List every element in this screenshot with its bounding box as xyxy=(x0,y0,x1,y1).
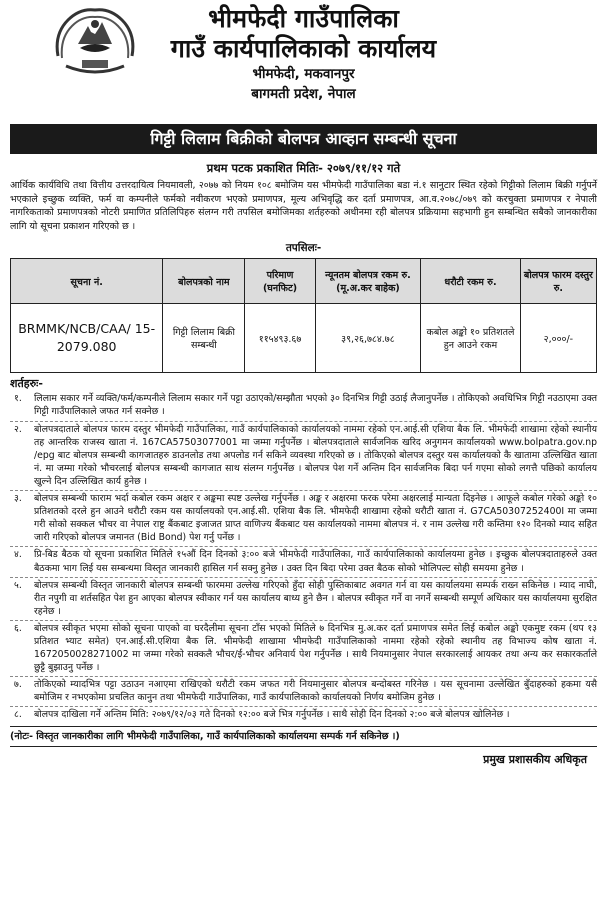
table-header-row xyxy=(11,259,597,304)
list-item xyxy=(10,677,597,707)
cell-form-fee: २,०००/- xyxy=(520,304,596,373)
cell-bid-name: गिट्टी लिलाम बिक्री सम्बन्धी xyxy=(163,304,245,373)
list-item xyxy=(10,422,597,491)
cell-notice-no: BRMMK/NCB/CAA/ 15-2079.080 xyxy=(11,304,163,373)
nepal-emblem-icon xyxy=(50,4,140,84)
condition-text: बोलपत्र दाखिला गर्ने अन्तिम मिति: २०७९/१२/०३ गते दिनको १२:०० बजे भित्र गर्नुपर्नेछ । साथै सोही दिन दिनको २:०० बजे बोलपत्र खोलिनेछ । xyxy=(34,709,510,721)
table-row xyxy=(11,304,597,373)
header-bid-name: बोलपत्रको नाम xyxy=(163,259,245,304)
cell-quantity: ११५४९३.६७ xyxy=(245,304,315,373)
cell-min-amount: ३९,२६,७८४.७८ xyxy=(315,304,420,373)
published-date: प्रथम पटक प्रकाशित मितिः- २०७९/११/१२ गते xyxy=(206,161,401,175)
intro-paragraph: आर्थिक कार्यविधि तथा वित्तीय उत्तरदायित्व नियमावली, २०७७ को नियम १०८ बमोजिम यस भीमफेदी गाउँपालिका बडा नं.१ सानुटार स्थित रहेको गिट्टीको लिलाम बिक्री गर्नुपर्ने भएकाले इच्छुक व्यक्ति, फर्म वा कम्पनीले फर्मको नवीकरण भएको प्रमाणपत्र, मूल्य अभिवृद्धि कर दर्ता प्रमाणपत्र, आ.व.२०७८/०७९ को करचुक्ता प्रमाणपत्र र नेपाली नागरिकताको प्रमाणपत्रको नोटरी प्रमाणित प्रतिलिपिहरु संलग्न गरी तपसिल बमोजिमका शर्तहरुको अधीनमा रही बोलपत्र प्रक्रियामा सहभागी हुन सम्बन्धित सबैको जानकारीका लागि यो सूचना प्रकाशन गरिएको छ । xyxy=(10,180,597,232)
list-item xyxy=(10,547,597,577)
condition-number: ५. xyxy=(14,579,22,591)
conditions-list xyxy=(10,391,597,723)
header-form-fee: बोलपत्र फारम दस्तुर रु. xyxy=(520,259,596,304)
details-title: तपसिलः- xyxy=(285,242,322,255)
header-quantity: परिमाण (घनफिट) xyxy=(245,259,315,304)
condition-text: बोलपत्र सम्बन्धी विस्तृत जानकारी बोलपत्र सम्बन्धी फारममा उल्लेख गरिएको हुँदा सोही पुस्तिकाबाट अवगत गर्न वा यस कार्यालयमा सम्पर्क राख्न सकिनेछ । म्याद नाघी, रीत नपुगी वा शर्तसहित पेश हुन आएका बोलपत्र स्वीकार गर्न यस कार्यालय बाध्य हुने छैन । बोलपत्र स्वीकृत गर्ने वा नगर्ने सम्बन्धी सम्पूर्ण अधिकार यस कार्यालयमा सुरक्षित रहनेछ । xyxy=(34,579,597,617)
condition-number: ७. xyxy=(14,679,22,691)
condition-number: ३. xyxy=(14,493,22,505)
signature-title: प्रमुख प्रशासकीय अधिकृत xyxy=(483,752,587,766)
condition-text: तोकिएको म्यादभित्र पट्टा उठाउन नआएमा राखिएको धरौटी रकम जफत गरी नियमानुसार बोलपत्र बन्दोबस्त गरिनेछ । यस सूचनामा उल्लेखित बुँदाहरुको हकमा यसै बमोजिम र नभएकोमा प्रचलित कानुन तथा भीमफेदी गाउँपालिका, गाउँ कार्यपालिकाको कार्यालयको निर्णय बमोजिम हुनेछ । xyxy=(34,679,597,704)
header-deposit: धरौटी रकम रु. xyxy=(421,259,521,304)
list-item xyxy=(10,491,597,547)
office-address: भीमफेदी, मकवानपुर xyxy=(252,66,355,82)
condition-text: बोलपत्र स्वीकृत भएमा सोको सूचना पाएको वा घरदैलीमा सूचना टाँस भएको मितिले ७ दिनभित्र मु.अ.कर दर्ता प्रमाणपत्र समेत लिई कबोल अङ्को एकमुष्ट रकम (थप १३ प्रतिशत भ्याट समेत) एन.आई.सी.एशिया बैक लि. भीमफेदी शाखामा भीमफेदी गाउँपालिकाको नाममा रहेको रहेको स्थानीय तह विभाज्य कोष खाता नं. 1672050028271002 मा जम्मा गरेको सक्कलै भौचर/ई-भौचर अनिवार्य पेश गर्नुपर्नेछ । साथै नियमानुसार नेपाल सरकारलाई आयकर तथा अन्य कर सकारकर्ताले छुट्टै बुझाउनु पर्नेछ । xyxy=(34,622,597,674)
condition-text: बोलपत्रदाताले बोलपत्र फारम दस्तुर भीमफेदी गाउँपालिका, गाउँ कार्यपालिकाको कार्यालयको नाममा रहेको एन.आई.सी एशिया बैक लि. भीमफेदी शाखामा रहेको स्थानीय तह आन्तरिक राजस्व खाता नं. 167CA57503077001 मा जम्मा गर्नुपर्नेछ । बोलपत्रदाताले सार्वजनिक खरिद अनुगमन कार्यालयको www.bolpatra.gov.np /epg बाट बोलपत्र सम्बन्धी कागजातहरु डाउनलोड तथा अपलोड गर्न सकिने व्यवस्था गरिएको छ । तोकिएको बोलपत्र दस्तुर यस कार्यालयको कै खातामा उल्लिखित खाता नं. मा जम्मा गरेको भौचरलाई बोलपत्र सम्बन्धी कागजात साथ संलग्न गर्नुपर्नेछ । बोलपत्र पेश गर्ने अन्तिम दिन सार्वजनिक बिदा पर्न गएमा सोको लगत्तै पछिको कार्यालय खुल्ने दिन उल्लिखित कार्य हुनेछ । xyxy=(34,423,597,487)
office-name: गाउँ कार्यपालिकाको कार्यालय xyxy=(170,34,437,63)
terms-title: शर्तहरुः- xyxy=(10,377,43,391)
cell-deposit: कबोल अङ्को १० प्रतिशतले हुन आउने रकम xyxy=(421,304,521,373)
header-notice-no: सूचना नं. xyxy=(11,259,163,304)
condition-number: १. xyxy=(14,393,22,405)
notice-title-banner: गिट्टी लिलाम बिक्रीको बोलपत्र आव्हान सम्बन्धी सूचना xyxy=(10,124,597,154)
list-item xyxy=(10,707,597,723)
note: (नोटः- विस्तृत जानकारीका लागि भीमफेदी गाउँपालिका, गाउँ कार्यपालिकाको कार्यालयमा सम्पर्क गर्न सकिनेछ ।) xyxy=(10,726,597,747)
list-item xyxy=(10,391,597,421)
header-min-amount: न्यूनतम बोलपत्र रकम रु.(मू.अ.कर बाहेक) xyxy=(315,259,420,304)
province-name: बागमती प्रदेश, नेपाल xyxy=(251,86,356,102)
condition-text: लिलाम सकार गर्ने व्यक्ति/फर्म/कम्पनीले लिलाम सकार गर्ने पट्टा उठाएको/सम्झौता भएको ३० दिनभित्र गिट्टी उठाई लैजानुपर्नेछ । तोकिएको अवधिभित्र गिट्टी नउठाएमा उक्त गिट्टी गाउँपालिकाले जफत गर्न सक्नेछ । xyxy=(34,393,597,418)
municipality-name: भीमफेदी गाउँपालिका xyxy=(208,4,399,33)
condition-number: ६. xyxy=(14,622,22,634)
bid-details-table xyxy=(10,258,597,373)
condition-text: बोलपत्र सम्बन्धी फाराम भर्दा कबोल रकम अक्षर र अङ्कमा स्पष्ट उल्लेख गर्नुपर्नेछ । अङ्क र अक्षरमा फरक परेमा अक्षरलाई मान्यता दिइनेछ । आफूले कबोल गरेको अङ्को १० प्रतिशतको दरले हुन आउने धरौटी रकम यस कार्यालयको एन.आई.सी. एशिया बैक लि. भीमफेदी शाखामा रहेको धरौटी खाता नं. G7CA50307252400I मा जम्मा गरी सोको सक्कल भौचर वा नेपाल राष्ट्र बैंकबाट इजाजत प्राप्त वाणिज्य बैंकबाट यस कार्यालयको नाममा बोलपत्र नं. र नाम उल्लेख गरी कम्तिमा १२० दिनको म्याद सहित जारी गरिएको बोलपत्र जमानत (Bid Bond) पेश गर्नु पर्नेछ । xyxy=(34,493,597,544)
condition-text: प्रि-बिड बैठक यो सूचना प्रकाशित मितिले १५औं दिन दिनको ३:०० बजे भीमफेदी गाउँपालिका, गाउँ कार्यपालिकाको कार्यालयमा हुनेछ । इच्छुक बोलपत्रदाताहरुले उक्त बैठकमा भाग लिई यस सम्बन्धमा विस्तृत जानकारी हासिल गर्न सक्नु हुनेछ । उक्त दिन बिदा परेमा उक्त बैठक सोको भोलिपल्ट सोही समयमा हुनेछ । xyxy=(34,549,597,574)
list-item xyxy=(10,578,597,621)
condition-number: ४. xyxy=(14,549,22,561)
condition-number: ८. xyxy=(14,709,22,721)
header xyxy=(10,0,597,118)
list-item xyxy=(10,621,597,677)
condition-number: २. xyxy=(14,423,22,435)
